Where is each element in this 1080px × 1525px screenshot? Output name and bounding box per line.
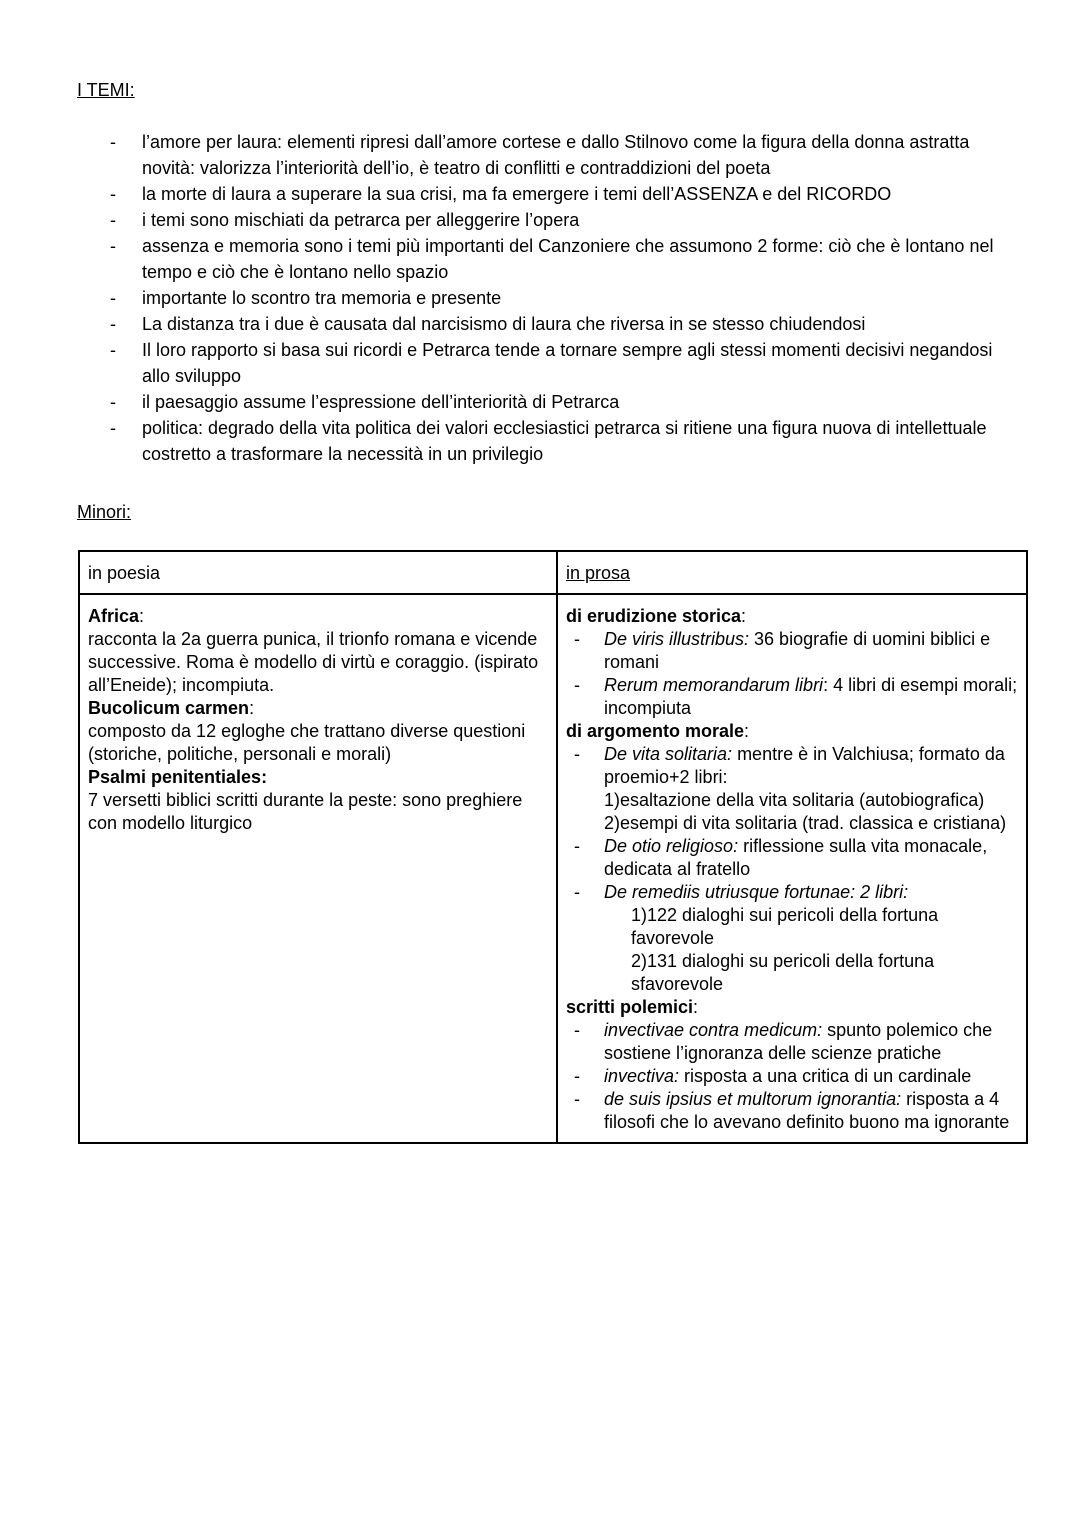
remediis-title: De remediis utriusque fortunae: 2 libri:	[604, 882, 909, 902]
vita-title: De vita solitaria:	[604, 744, 733, 764]
list-item	[566, 881, 1018, 996]
table-header-row	[79, 551, 1027, 594]
vita-sub-1: 1)esaltazione della vita solitaria (autobiografica)	[604, 790, 985, 810]
list-item	[566, 674, 1018, 720]
invectiva-title: invectiva:	[604, 1066, 680, 1086]
prose-column-header	[557, 551, 1027, 594]
viris-title: De viris illustribus:	[604, 629, 750, 649]
list-item	[566, 628, 1018, 674]
rerum-text: : 4 libri di esempi morali; incompiuta	[604, 675, 1018, 718]
list-item	[566, 1088, 1018, 1134]
list-item: - La distanza tra i due è causata dal narcisismo di laura che riversa in se stesso chiudendosi	[0, 311, 1080, 337]
list-item	[566, 743, 1018, 835]
storica-title: di erudizione storica	[566, 606, 742, 626]
morale-section-title	[566, 720, 1018, 743]
poetry-column-header: in poesia	[79, 551, 557, 594]
poetry-cell	[79, 594, 557, 1143]
minor-works-table	[78, 550, 1028, 1144]
bucolicum-title: Bucolicum carmen	[88, 698, 250, 718]
list-item: - assenza e memoria sono i temi più importanti del Canzoniere che assumono 2 forme: ciò che è lontano nel tempo e ciò che è lontano nello spazio	[0, 233, 1080, 285]
ignorantia-title: de suis ipsius et multorum ignorantia:	[604, 1089, 902, 1109]
prose-column-header-label: in prosa	[566, 563, 631, 583]
medicum-text: spunto polemico che sostiene l’ignoranza delle scienze pratiche	[604, 1020, 993, 1063]
polemici-section-title	[566, 996, 1018, 1019]
africa-colon: :	[139, 606, 145, 626]
list-item	[566, 1065, 1018, 1088]
remediis-sub-2: 2)131 dialoghi su pericoli della fortuna sfavorevole	[631, 951, 935, 994]
rerum-title: Rerum memorandarum libri	[604, 675, 824, 695]
africa-description: racconta la 2a guerra punica, il trionfo romana e vicende successive. Roma è modello di virtù e coraggio. (ispirato all’Eneide); incompiuta.	[88, 629, 539, 695]
polemici-colon: :	[693, 997, 699, 1017]
otio-title: De otio religioso:	[604, 836, 739, 856]
invectiva-text: risposta a una critica di un cardinale	[679, 1066, 972, 1086]
ignorantia-text: risposta a 4 filosofi che lo avevano definito buono ma ignorante	[604, 1089, 1010, 1132]
list-item: - Il loro rapporto si basa sui ricordi e Petrarca tende a tornare sempre agli stessi momenti decisivi negandosi allo sviluppo	[0, 337, 1080, 389]
list-item	[566, 835, 1018, 881]
otio-text: riflessione sulla vita monacale, dedicata al fratello	[604, 836, 988, 879]
table-row	[79, 594, 1027, 1143]
morale-title: di argomento morale	[566, 721, 745, 741]
morale-colon: :	[744, 721, 750, 741]
storica-colon: :	[741, 606, 747, 626]
africa-title: Africa	[88, 606, 140, 626]
psalmi-description: 7 versetti biblici scritti durante la peste: sono preghiere con modello liturgico	[88, 790, 523, 833]
bucolicum-description: composto da 12 egloghe che trattano diverse questioni (storiche, politiche, personali e morali)	[88, 721, 526, 764]
list-item: - politica: degrado della vita politica dei valori ecclesiastici petrarca si ritiene una figura nuova di intellettuale costretto a trasformare la necessità in un privilegio	[0, 415, 1080, 467]
list-item: - importante lo scontro tra memoria e presente	[0, 285, 1080, 311]
minori-heading: Minori:	[77, 502, 132, 522]
vita-sub-2: 2)esempi di vita solitaria (trad. classica e cristiana)	[604, 813, 1007, 833]
list-item: - la morte di laura a superare la sua crisi, ma fa emergere i temi dell’ASSENZA e del RICORDO	[0, 181, 1080, 207]
psalmi-title: Psalmi penitentiales:	[88, 767, 268, 787]
themes-list	[0, 129, 1080, 467]
medicum-title: invectivae contra medicum:	[604, 1020, 823, 1040]
list-item: - l’amore per laura: elementi ripresi dall’amore cortese e dallo Stilnovo come la figura della donna astratta novità: valorizza l’interiorità dell’io, è teatro di conflitti e contraddizioni del poeta	[0, 129, 1080, 181]
prose-cell	[557, 594, 1027, 1143]
bucolicum-colon: :	[249, 698, 255, 718]
list-item	[566, 1019, 1018, 1065]
remediis-sub-1: 1)122 dialoghi sui pericoli della fortuna favorevole	[631, 905, 939, 948]
polemici-list	[566, 1019, 1018, 1134]
list-item: - il paesaggio assume l’espressione dell’interiorità di Petrarca	[0, 389, 1080, 415]
morale-list	[566, 743, 1018, 996]
list-item: - i temi sono mischiati da petrarca per alleggerire l’opera	[0, 207, 1080, 233]
polemici-title: scritti polemici	[566, 997, 694, 1017]
storica-section-title	[566, 605, 1018, 628]
bucolicum-entry	[88, 697, 548, 720]
africa-entry	[88, 605, 548, 628]
storica-list	[566, 628, 1018, 720]
vita-text: mentre è in Valchiusa; formato da proemio+2 libri:	[604, 744, 1005, 787]
viris-text: 36 biografie di uomini biblici e romani	[604, 629, 991, 672]
themes-heading: I TEMI:	[77, 80, 135, 100]
